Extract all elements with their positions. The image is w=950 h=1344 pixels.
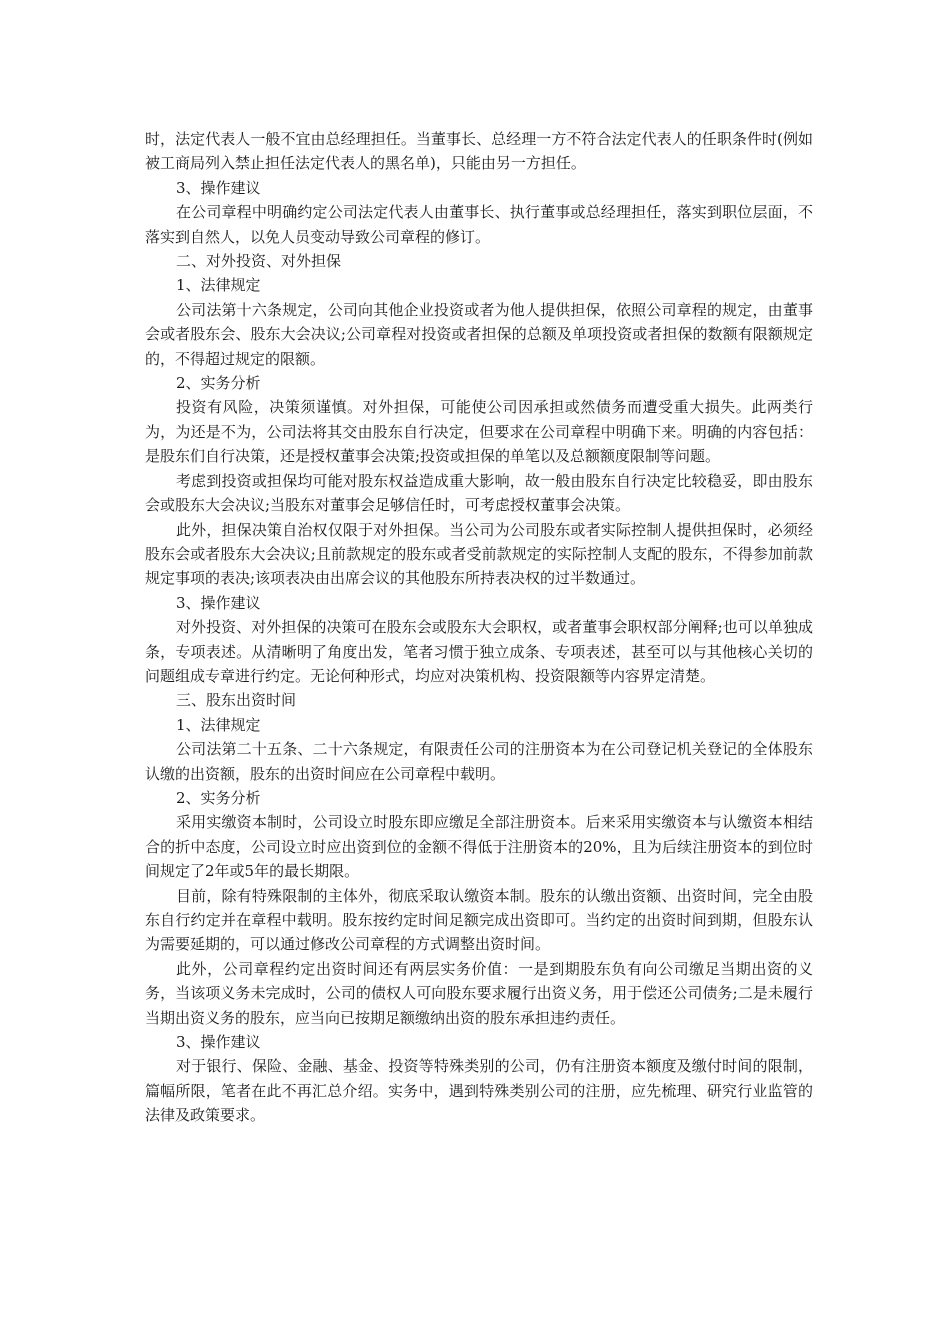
paragraph: 对外投资、对外担保的决策可在股东会或股东大会职权，或者董事会职权部分阐释;也可以单独成条，专项表述。从清晰明了角度出发，笔者习惯于独立成条、专项表述，甚至可以与其他核心关切的问题组成专章进行约定。无论何种形式，均应对决策机构、投资限额等内容界定清楚。 [145, 618, 813, 685]
paragraph: 2、实务分析 [176, 374, 261, 393]
paragraph: 目前，除有特殊限制的主体外，彻底采取认缴资本制。股东的认缴出资额、出资时间，完全由股东自行约定并在章程中载明。股东按约定时间足额完成出资即可。当约定的出资时间到期，但股东认为需要延期的，可以通过修改公司章程的方式调整出资时间。 [145, 886, 813, 954]
paragraph: 1、法律规定 [176, 715, 261, 734]
paragraph: 采用实缴资本制时，公司设立时股东即应缴足全部注册资本。后来采用实缴资本与认缴资本相结合的折中态度，公司设立时应出资到位的金额不得低于注册资本的20%，且为后续注册资本的到位时间规定了2年或5年的最长期限。 [145, 813, 813, 881]
paragraph: 3、操作建议 [176, 178, 261, 197]
paragraph: 1、法律规定 [176, 276, 261, 295]
paragraph: 2、实务分析 [176, 788, 261, 807]
paragraph: 二、对外投资、对外担保 [176, 252, 342, 271]
paragraph: 三、股东出资时间 [176, 691, 297, 710]
paragraph: 公司法第二十五条、二十六条规定，有限责任公司的注册资本为在公司登记机关登记的全体股东认缴的出资额，股东的出资时间应在公司章程中载明。 [145, 740, 813, 783]
paragraph: 时，法定代表人一般不宜由总经理担任。当董事长、总经理一方不符合法定代表人的任职条件时(例如被工商局列入禁止担任法定代表人的黑名单)，只能由另一方担任。 [145, 130, 813, 173]
paragraph: 3、操作建议 [176, 593, 261, 612]
paragraph: 公司法第十六条规定，公司向其他企业投资或者为他人提供担保，依照公司章程的规定，由董事会或者股东会、股东大会决议;公司章程对投资或者担保的总额及单项投资或者担保的数额有限额规定的，不得超过规定的限额。 [145, 300, 813, 368]
document-body [145, 127, 813, 1128]
paragraph: 对于银行、保险、金融、基金、投资等特殊类别的公司，仍有注册资本额度及缴付时间的限制，篇幅所限，笔者在此不再汇总介绍。实务中，遇到特殊类别公司的注册，应先梳理、研究行业监管的法律及政策要求。 [145, 1057, 813, 1125]
paragraph: 此外，公司章程约定出资时间还有两层实务价值：一是到期股东负有向公司缴足当期出资的义务，当该项义务未完成时，公司的债权人可向股东要求履行出资义务，用于偿还公司债务;二是未履行当期出资义务的股东，应当向已按期足额缴纳出资的股东承担违约责任。 [145, 959, 813, 1027]
paragraph: 投资有风险，决策须谨慎。对外担保，可能使公司因承担或然债务而遭受重大损失。此两类行为，为还是不为，公司法将其交由股东自行决定，但要求在公司章程中明确下来。明确的内容包括：是股东们自行决策，还是授权董事会决策;投资或担保的单笔以及总额额度限制等问题。 [145, 398, 813, 466]
paragraph: 在公司章程中明确约定公司法定代表人由董事长、执行董事或总经理担任，落实到职位层面，不落实到自然人，以免人员变动导致公司章程的修订。 [145, 203, 813, 246]
paragraph: 3、操作建议 [176, 1033, 261, 1052]
paragraph: 考虑到投资或担保均可能对股东权益造成重大影响，故一般由股东自行决定比较稳妥，即由股东会或股东大会决议;当股东对董事会足够信任时，可考虑授权董事会决策。 [145, 471, 813, 515]
paragraph: 此外，担保决策自治权仅限于对外担保。当公司为公司股东或者实际控制人提供担保时，必须经股东会或者股东大会决议;且前款规定的股东或者受前款规定的实际控制人支配的股东，不得参加前款规定事项的表决;该项表决由出席会议的其他股东所持表决权的过半数通过。 [145, 520, 813, 588]
